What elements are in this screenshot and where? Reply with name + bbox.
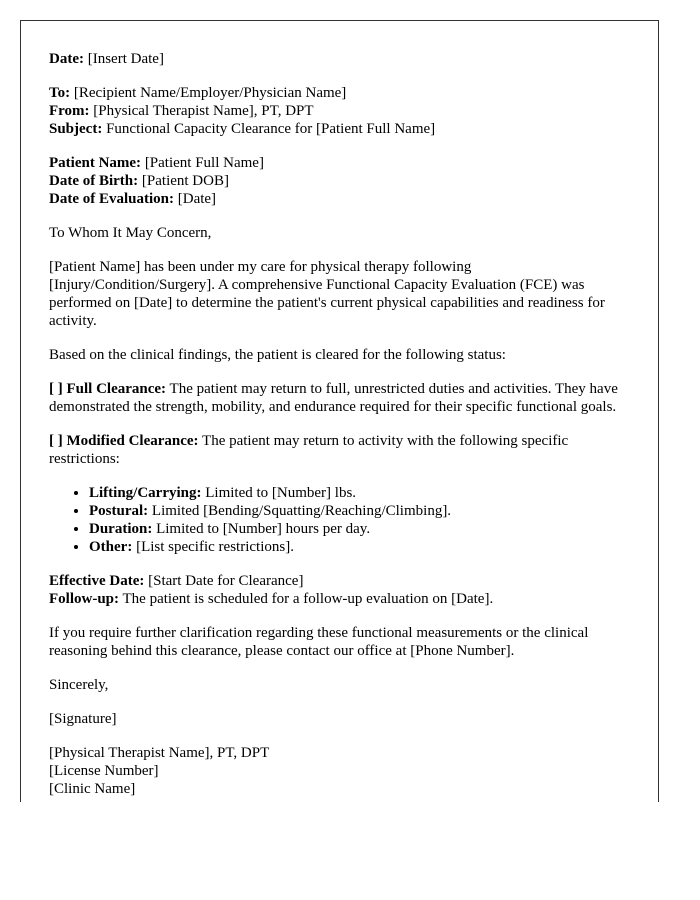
letter-page <box>20 20 659 802</box>
full-clearance-option: [ ] Full Clearance: The patient may return to full, unrestricted duties and activities. They have demonstrated the strength, mobility, and endurance required for their specific functional goals. <box>49 381 618 415</box>
list-item: • Duration: Limited to [Number] hours per day. <box>89 520 630 538</box>
dates-block: Effective Date: [Start Date for Clearance] Follow-up: The patient is scheduled for a follow-up evaluation on [Date]. <box>49 573 494 607</box>
address-block: To: [Recipient Name/Employer/Physician Name] From: [Physical Therapist Name], PT, DPT Subject: Functional Capacity Clearance for [Patient Full Name] <box>49 85 436 137</box>
list-item: • Other: [List specific restrictions]. <box>89 538 630 556</box>
list-item: • Postural: Limited [Bending/Squatting/Reaching/Climbing]. <box>89 502 630 520</box>
modified-clearance-option: [ ] Modified Clearance: The patient may return to activity with the following specific restrictions: <box>49 433 569 467</box>
salutation: To Whom It May Concern, <box>49 225 212 241</box>
signoff-block: [Physical Therapist Name], PT, DPT [License Number] [Clinic Name] <box>49 745 270 797</box>
date-line: Date: [Insert Date] <box>49 51 164 67</box>
patient-block: Patient Name: [Patient Full Name] Date of Birth: [Patient DOB] Date of Evaluation: [Date] <box>49 155 264 207</box>
signature: [Signature] <box>49 711 117 727</box>
restrictions-list <box>49 484 630 556</box>
intro-paragraph: [Patient Name] has been under my care for physical therapy following [Injury/Condition/Surgery]. A comprehensive Functional Capacity Evaluation (FCE) was performed on [Date] to determine the patient's current physical capabilities and readiness for activity. <box>49 259 605 329</box>
contact-paragraph: If you require further clarification regarding these functional measurements or the clinical reasoning behind this clearance, please contact our office at [Phone Number]. <box>49 625 589 659</box>
list-item: • Lifting/Carrying: Limited to [Number] lbs. <box>89 484 630 502</box>
closing: Sincerely, <box>49 677 109 693</box>
findings-paragraph: Based on the clinical findings, the patient is cleared for the following status: <box>49 347 506 363</box>
